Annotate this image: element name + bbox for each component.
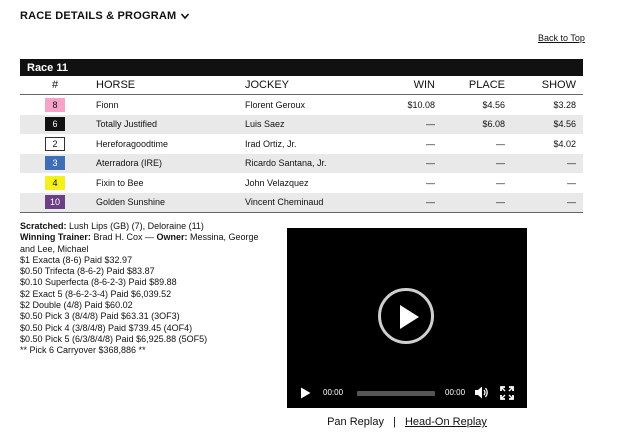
replay-separator: |: [393, 416, 396, 428]
current-time: 00:00: [323, 388, 344, 397]
win-payout: $10.08: [407, 99, 435, 110]
section-title: RACE DETAILS & PROGRAM: [20, 10, 177, 22]
pick-6-carryover: ** Pick 6 Carryover $368,886 **: [20, 345, 146, 356]
payout-double: $2 Double (4/8) Paid $60.02: [20, 300, 133, 311]
jockey-name: Florent Geroux: [245, 99, 306, 110]
payout-superfecta: $0.10 Superfecta (8-6-2-3) Paid $89.88: [20, 277, 177, 288]
table-row: [20, 115, 583, 135]
chevron-down-icon: [180, 11, 190, 21]
race-title-bar: [20, 59, 583, 76]
jockey-name: Ricardo Santana, Jr.: [245, 158, 327, 169]
col-header-place: PLACE: [468, 79, 505, 91]
duration: 00:00: [445, 388, 466, 397]
payout-trifecta: $0.50 Trifecta (8-6-2) Paid $83.87: [20, 266, 155, 277]
fullscreen-icon: [500, 386, 514, 400]
horse-name: Aterradora (IRE): [96, 158, 163, 169]
trainer-label: Winning Trainer:: [20, 232, 91, 243]
program-number-badge: 8: [45, 98, 65, 112]
scratched-line: [20, 221, 260, 232]
video-controls: [287, 378, 527, 408]
fullscreen-button[interactable]: [500, 386, 514, 400]
payout-pick-4: $0.50 Pick 4 (3/8/4/8) Paid $739.45 (4OF4): [20, 322, 193, 333]
trainer-value: Brad H. Cox —: [93, 232, 154, 243]
table-row: [20, 193, 583, 213]
payout-pick-5: $0.50 Pick 5 (6/3/8/4/8) Paid $6,925.88 (5OF5): [20, 333, 208, 344]
place-payout: $6.08: [482, 119, 505, 130]
col-header-win: WIN: [413, 79, 435, 91]
show-payout: —: [567, 197, 576, 208]
show-payout: —: [567, 177, 576, 188]
win-payout: —: [426, 138, 435, 149]
table-row: [20, 95, 583, 115]
program-number-badge: 3: [45, 156, 65, 170]
play-icon: [300, 387, 311, 399]
scratched-value: Lush Lips (GB) (7), Deloraine (11): [69, 221, 204, 231]
horse-name: Hereforagoodtime: [96, 138, 169, 149]
jockey-name: Luis Saez: [245, 119, 285, 130]
program-number-badge: 10: [45, 195, 65, 209]
col-header-horse: HORSE: [96, 79, 136, 91]
table-row: [20, 154, 583, 174]
col-header-num: #: [51, 79, 59, 91]
payout-pick-3: $0.50 Pick 3 (8/4/8) Paid $63.31 (3OF3): [20, 311, 180, 322]
owner-label: Owner:: [156, 232, 188, 243]
results-table: [20, 76, 583, 213]
mute-button[interactable]: [475, 386, 490, 399]
head-on-replay-link[interactable]: Head-On Replay: [404, 416, 487, 428]
show-payout: $3.28: [553, 99, 576, 110]
horse-name: Fixin to Bee: [96, 177, 144, 188]
win-payout: —: [426, 158, 435, 169]
horse-name: Golden Sunshine: [96, 197, 166, 208]
program-number-badge: 4: [45, 176, 65, 190]
program-number-badge: 6: [45, 117, 65, 131]
table-row: [20, 173, 583, 193]
col-header-show: SHOW: [541, 79, 576, 91]
back-to-top-link[interactable]: Back to Top: [538, 33, 585, 43]
scratched-label: Scratched:: [20, 221, 67, 231]
win-payout: —: [426, 197, 435, 208]
play-button[interactable]: [300, 387, 311, 399]
horse-name: Totally Justified: [96, 119, 158, 130]
program-number-badge: 2: [45, 137, 65, 151]
place-payout: $4.56: [482, 99, 505, 110]
replay-links: [287, 416, 527, 428]
table-header-row: [20, 76, 583, 95]
pan-replay-link[interactable]: Pan Replay: [327, 416, 384, 428]
replay-video-player[interactable]: [287, 228, 527, 408]
jockey-name: Vincent Cheminaud: [245, 197, 324, 208]
show-payout: $4.02: [553, 138, 576, 149]
place-payout: —: [496, 158, 505, 169]
race-results-summary: [20, 221, 260, 357]
table-row: [20, 134, 583, 154]
show-payout: —: [567, 158, 576, 169]
show-payout: $4.56: [553, 119, 576, 130]
owner-value: Messina, George and Lee, Michael: [20, 232, 259, 254]
payout-exacta: $1 Exacta (8-6) Paid $32.97: [20, 254, 133, 265]
place-payout: —: [496, 177, 505, 188]
play-icon: [398, 304, 420, 330]
win-payout: —: [426, 177, 435, 188]
col-header-jockey: JOCKEY: [245, 79, 290, 91]
race-details-toggle[interactable]: [20, 10, 190, 22]
place-payout: —: [496, 197, 505, 208]
win-payout: —: [426, 119, 435, 130]
trainer-owner-line: [20, 232, 260, 255]
jockey-name: John Velazquez: [245, 177, 309, 188]
place-payout: —: [496, 138, 505, 149]
big-play-button[interactable]: [378, 288, 434, 344]
horse-name: Fionn: [96, 99, 119, 110]
volume-icon: [475, 386, 490, 399]
payout-exact-5: $2 Exact 5 (8-6-2-3-4) Paid $6,039.52: [20, 288, 172, 299]
jockey-name: Irad Ortiz, Jr.: [245, 138, 297, 149]
race-label: Race 11: [27, 61, 68, 74]
progress-bar[interactable]: [357, 391, 435, 396]
